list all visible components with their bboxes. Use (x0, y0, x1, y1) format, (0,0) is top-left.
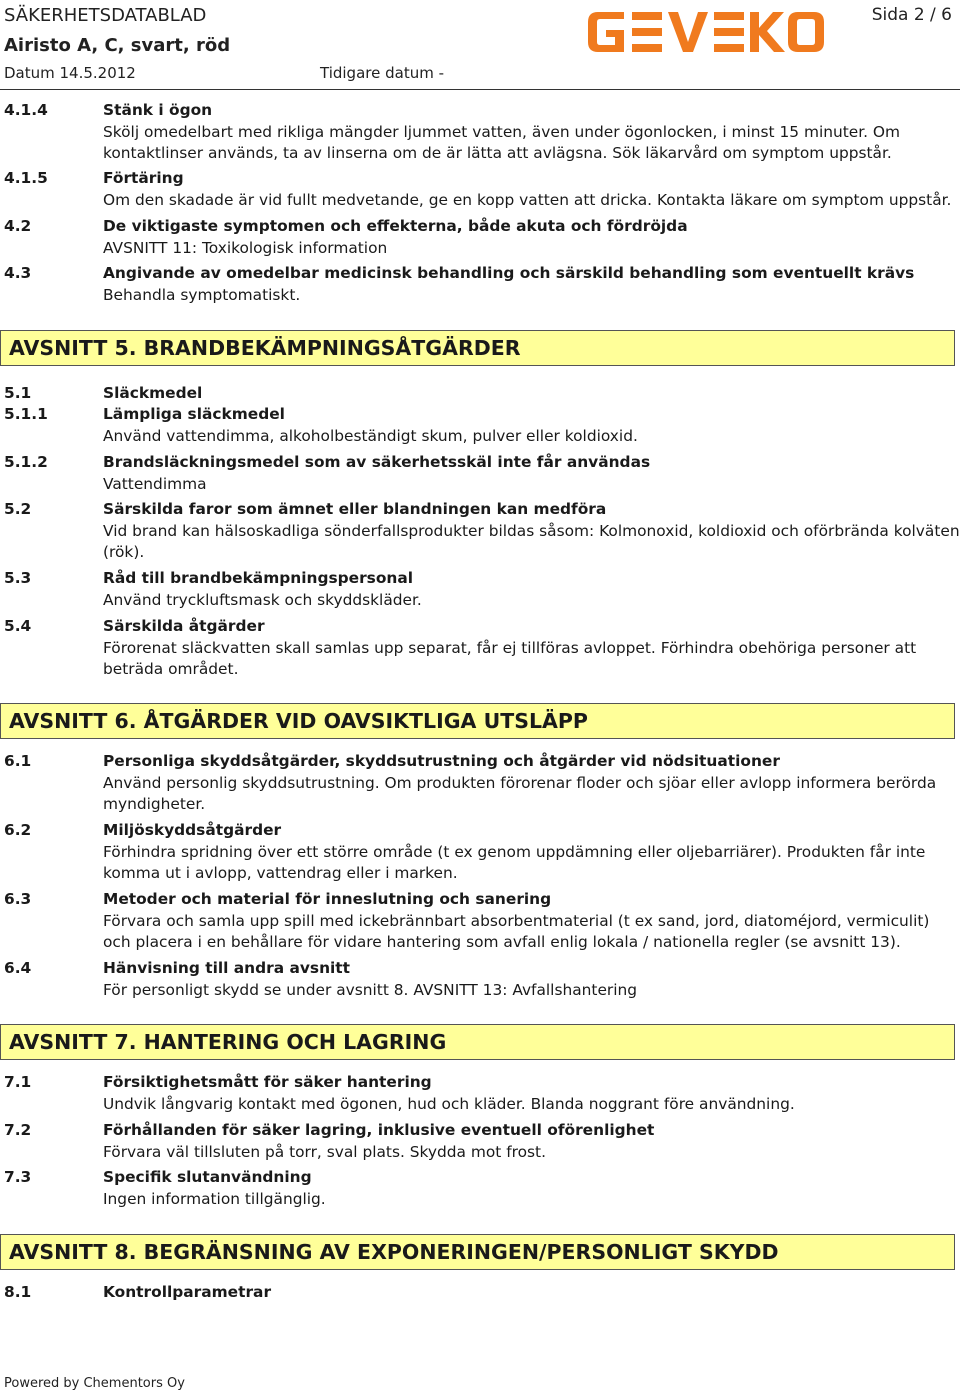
item-text: Vid brand kan hälsoskadliga sönderfallsprodukter bildas såsom: Kolmonoxid, koldioxid och oförbrända kolväten (rök). (103, 521, 960, 561)
item-number: 4.1.4 (4, 101, 48, 119)
section-8-heading (0, 1234, 955, 1270)
item-5-3 (0, 568, 960, 611)
item-number: 6.3 (4, 890, 32, 908)
issue-date: Datum 14.5.2012 (4, 64, 136, 82)
item-text: Använd vattendimma, alkoholbeständigt skum, pulver eller koldioxid. (103, 426, 638, 445)
item-text: För personligt skydd se under avsnitt 8. AVSNITT 13: Avfallshantering (103, 980, 638, 999)
item-4-1-5 (0, 168, 960, 211)
item-text: Använd tryckluftsmask och skyddskläder. (103, 590, 422, 609)
previous-date: Tidigare datum - (320, 64, 444, 82)
item-number: 8.1 (4, 1283, 32, 1301)
item-title: Metoder och material för inneslutning och sanering (103, 890, 552, 908)
item-text: Använd personlig skyddsutrustning. Om produkten förorenar floder och sjöar eller avlopp informera berörda myndigheter. (103, 773, 937, 813)
item-title: Försiktighetsmått för säker hantering (103, 1073, 432, 1091)
section-heading-text: AVSNITT 7. HANTERING OCH LAGRING (9, 1030, 447, 1054)
item-title: De viktigaste symptomen och effekterna, både akuta och fördröjda (103, 217, 688, 235)
item-title: Personliga skyddsåtgärder, skyddsutrustning och åtgärder vid nödsituationer (103, 752, 780, 770)
item-text: Undvik långvarig kontakt med ögonen, hud och kläder. Blanda noggrant före användning. (103, 1094, 795, 1113)
item-text: AVSNITT 11: Toxikologisk information (103, 238, 388, 257)
section-heading-text: AVSNITT 6. ÅTGÄRDER VID OAVSIKTLIGA UTSLÄPP (9, 709, 588, 733)
item-5-4 (0, 616, 960, 681)
item-title: Miljöskyddsåtgärder (103, 821, 282, 839)
item-title: Särskilda faror som ämnet eller blandningen kan medföra (103, 500, 607, 518)
item-number: 5.1 (4, 384, 32, 402)
item-6-3 (0, 889, 960, 954)
item-number: 7.3 (4, 1168, 32, 1186)
section-7-heading (0, 1024, 955, 1060)
item-title: Släckmedel (103, 384, 203, 402)
section-heading-text: AVSNITT 5. BRANDBEKÄMPNINGSÅTGÄRDER (9, 336, 521, 360)
item-title: Hänvisning till andra avsnitt (103, 959, 351, 977)
item-title: Angivande av omedelbar medicinsk behandling och särskild behandling som eventuellt krävs (103, 264, 915, 282)
item-text: Förorenat släckvatten skall samlas upp separat, får ej tillföras avloppet. Förhindra obehöriga personer att beträda området. (103, 638, 917, 678)
item-number: 4.3 (4, 264, 32, 282)
item-number: 4.2 (4, 217, 32, 235)
item-text: Skölj omedelbart med rikliga mängder ljummet vatten, även under ögonlocken, i minst 15 minuter. Om kontaktlinser används, ta av linserna om de är lätta att avlägsna. Sök läkarvård om symptom uppstår. (103, 122, 901, 162)
item-number: 7.1 (4, 1073, 32, 1091)
item-6-1 (0, 751, 960, 816)
item-7-1 (0, 1072, 960, 1115)
document-header (0, 0, 960, 92)
footer-credit: Powered by Chementors Oy (4, 1376, 185, 1391)
item-6-4 (0, 958, 960, 1001)
item-title: Förhållanden för säker lagring, inklusive eventuell oförenlighet (103, 1121, 655, 1139)
item-number: 4.1.5 (4, 169, 48, 187)
item-title: Förtäring (103, 169, 184, 187)
item-7-3 (0, 1167, 960, 1210)
item-5-1-1 (0, 404, 960, 447)
item-number: 5.1.1 (4, 405, 48, 423)
item-title: Specifik slutanvändning (103, 1168, 312, 1186)
item-8-1 (0, 1282, 960, 1304)
header-divider (0, 89, 960, 90)
item-title: Stänk i ögon (103, 101, 213, 119)
item-text: Om den skadade är vid fullt medvetande, ge en kopp vatten att dricka. Kontakta läkare om symptom uppstår. (103, 190, 952, 209)
item-title: Lämpliga släckmedel (103, 405, 285, 423)
item-text: Förhindra spridning över ett större område (t ex genom uppdämning eller oljebarriärer). Produkten får inte komma ut i avlopp, vattendrag eller i marken. (103, 842, 926, 882)
item-number: 5.4 (4, 617, 32, 635)
item-5-1 (0, 383, 960, 405)
item-number: 7.2 (4, 1121, 32, 1139)
item-4-3 (0, 263, 960, 306)
item-title: Brandsläckningsmedel som av säkerhetsskäl inte får användas (103, 453, 651, 471)
item-number: 6.4 (4, 959, 32, 977)
section-5-heading (0, 330, 955, 366)
page-indicator: Sida 2 / 6 (871, 5, 952, 25)
section-heading-text: AVSNITT 8. BEGRÄNSNING AV EXPONERINGEN/PERSONLIGT SKYDD (9, 1240, 779, 1264)
item-title: Råd till brandbekämpningspersonal (103, 569, 414, 587)
geveko-logo (584, 4, 828, 60)
item-4-1-4 (0, 100, 960, 165)
item-title: Särskilda åtgärder (103, 617, 265, 635)
item-number: 6.2 (4, 821, 32, 839)
item-5-1-2 (0, 452, 960, 495)
item-text: Ingen information tillgänglig. (103, 1189, 326, 1208)
item-text: Förvara väl tillsluten på torr, sval plats. Skydda mot frost. (103, 1142, 546, 1161)
item-4-2 (0, 216, 960, 259)
item-number: 6.1 (4, 752, 32, 770)
item-5-2 (0, 499, 960, 564)
item-text: Vattendimma (103, 474, 207, 493)
item-text: Förvara och samla upp spill med ickebrännbart absorbentmaterial (t ex sand, jord, diatoméjord, vermiculit) och placera i en behållare för vidare hantering som avfall enlig lokala / nationella regler (se avsnitt 13). (103, 911, 930, 951)
product-name: Airisto A, C, svart, röd (4, 35, 231, 56)
section-6-heading (0, 703, 955, 739)
item-number: 5.2 (4, 500, 32, 518)
document-type: SÄKERHETSDATABLAD (4, 5, 207, 26)
item-7-2 (0, 1120, 960, 1163)
item-number: 5.3 (4, 569, 32, 587)
date-line (4, 64, 444, 82)
item-number: 5.1.2 (4, 453, 48, 471)
item-6-2 (0, 820, 960, 885)
item-text: Behandla symptomatiskt. (103, 285, 301, 304)
item-title: Kontrollparametrar (103, 1283, 272, 1301)
